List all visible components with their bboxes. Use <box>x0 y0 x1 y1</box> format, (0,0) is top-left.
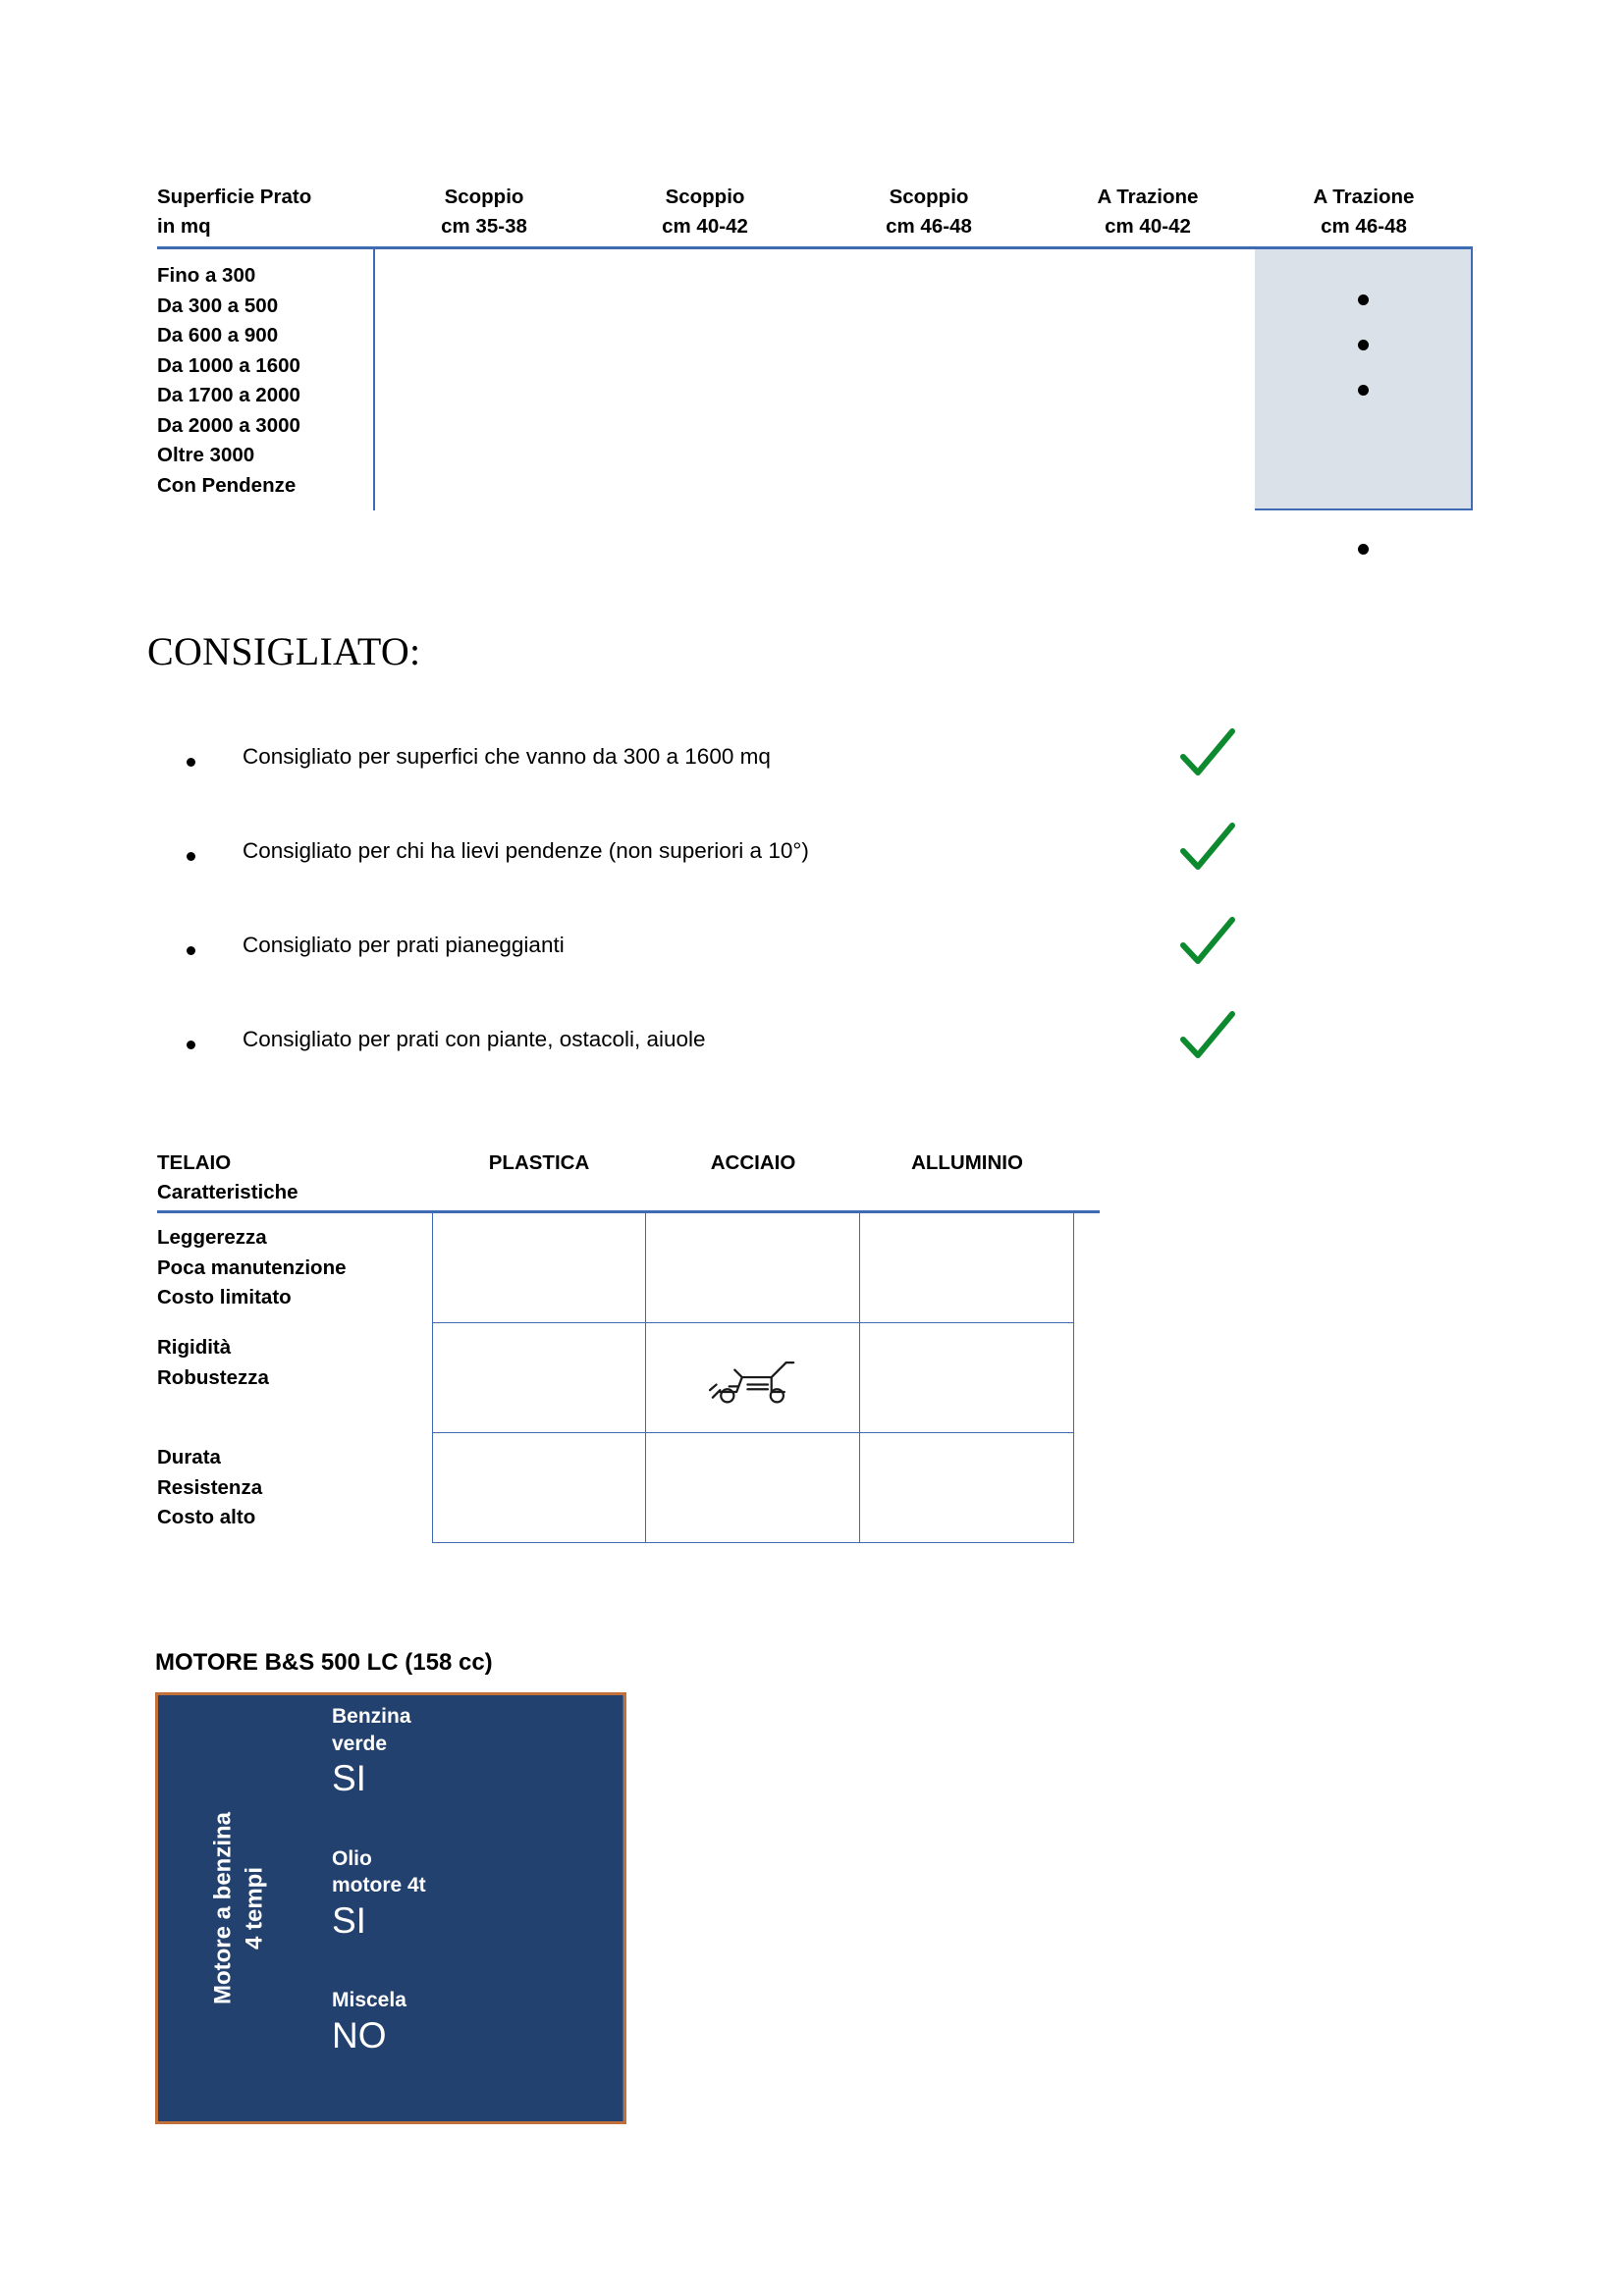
motore-side-label-line2: 4 tempi <box>241 1866 268 1950</box>
table-row: Da 1000 a 1600 <box>157 353 300 377</box>
motore-item-label <box>332 1695 623 1757</box>
motore-item-label-line1: Olio <box>332 1846 372 1870</box>
motore-item-label-line1: Miscela <box>332 1989 406 2012</box>
table2-cell-alluminio <box>860 1213 1074 1323</box>
consigliato-list <box>187 741 1296 1118</box>
table2-header-line2: Caratteristiche <box>157 1180 298 1203</box>
bullet-icon <box>187 1041 195 1049</box>
consigliato-heading: CONSIGLIATO: <box>147 629 421 673</box>
table2-row-label <box>157 1213 432 1323</box>
table1-header-line1: Scoppio <box>665 186 745 208</box>
table1-column-scoppio-46-48 <box>817 249 1041 510</box>
table-row <box>157 1323 1100 1433</box>
motore-item-label <box>332 1838 623 1899</box>
motore-panel <box>155 1692 626 2124</box>
table2-row-label-line: Resistenza <box>157 1475 263 1499</box>
table2-header-line1: ACCIAIO <box>710 1151 796 1174</box>
table2-cell-plastica <box>432 1323 646 1433</box>
check-icon <box>1178 822 1237 881</box>
table1-header-row <box>157 183 1473 246</box>
table1-header-cell-3 <box>817 183 1041 246</box>
table1-header-line1: A Trazione <box>1313 186 1415 208</box>
bullet-icon <box>187 758 195 767</box>
table2-row-label <box>157 1323 432 1433</box>
list-item <box>187 1024 1296 1118</box>
check-icon <box>1178 727 1237 786</box>
list-item <box>187 835 1296 930</box>
table2-cell-acciaio <box>646 1213 860 1323</box>
table-row <box>157 1213 1100 1323</box>
list-item-label: Consigliato per chi ha lievi pendenze (non superiori a 10°) <box>243 838 809 863</box>
table2-row-label-line: Leggerezza <box>157 1226 267 1250</box>
check-icon <box>1178 916 1237 975</box>
motore-side-label <box>158 1695 320 2121</box>
table2-cell-alluminio <box>860 1433 1074 1543</box>
table2-row-label-line: Rigidità <box>157 1336 232 1360</box>
table1-header-line2: in mq <box>157 214 211 238</box>
superficie-prato-table <box>157 183 1473 510</box>
table-row: Da 1700 a 2000 <box>157 384 300 407</box>
table2-header-cell-alluminio <box>860 1148 1074 1182</box>
table2-row-label-line: Costo limitato <box>157 1285 292 1308</box>
bullet-icon <box>187 852 195 861</box>
table1-mark-dot <box>1358 294 1369 305</box>
table1-header-line1: A Trazione <box>1097 186 1199 208</box>
table-row: Con Pendenze <box>157 473 297 497</box>
list-item-label: Consigliato per prati con piante, ostacoli, aiuole <box>243 1027 706 1051</box>
table1-header-line2: cm 40-42 <box>662 214 748 238</box>
table2-header-cell-plastica <box>432 1148 646 1182</box>
table2-row-label-line: Poca manutenzione <box>157 1255 347 1279</box>
motore-item-miscela <box>320 1979 623 2121</box>
table-row: Oltre 3000 <box>157 444 255 467</box>
motore-item-value: SI <box>332 1758 366 1799</box>
table-row: Da 300 a 500 <box>157 294 279 317</box>
motore-item-value: NO <box>332 2015 387 2056</box>
table2-header-line1: ALLUMINIO <box>911 1151 1023 1174</box>
lawn-mower-icon <box>707 1350 799 1407</box>
table1-column-trazione-46-48 <box>1255 249 1473 510</box>
table2-header-line1: PLASTICA <box>488 1151 590 1174</box>
motore-item-label <box>332 1979 623 2014</box>
table2-cell-acciaio <box>646 1433 860 1543</box>
table2-header-cell-0 <box>157 1148 432 1210</box>
check-icon <box>1178 1010 1237 1069</box>
table1-header-line2: cm 46-48 <box>886 214 972 238</box>
motore-item-label-line1: Benzina <box>332 1705 411 1728</box>
telaio-table <box>157 1148 1100 1543</box>
table1-header-cell-1 <box>375 183 593 246</box>
table2-header-line1: TELAIO <box>157 1151 232 1174</box>
motore-item-label-line2: verde <box>332 1732 388 1755</box>
table1-header-line2: cm 46-48 <box>1321 214 1407 238</box>
table-row: Da 600 a 900 <box>157 324 279 347</box>
table2-header-cell-acciaio <box>646 1148 860 1182</box>
table1-body <box>157 246 1473 510</box>
motore-side-label-line1: Motore a benzina <box>209 1811 237 2005</box>
motore-item-value: SI <box>332 1900 366 1942</box>
table1-header-cell-0 <box>157 183 375 246</box>
table2-row-label <box>157 1433 432 1543</box>
table1-header-line1: Scoppio <box>889 186 969 208</box>
bullet-icon <box>187 946 195 955</box>
table2-row-label-line: Costo alto <box>157 1505 256 1528</box>
motore-item-benzina-verde <box>320 1695 623 1838</box>
table-row <box>157 1433 1100 1543</box>
table2-body <box>157 1210 1100 1543</box>
motore-side-label-text <box>207 1812 271 2004</box>
table1-column-scoppio-35-38 <box>375 249 593 510</box>
table1-header-cell-4 <box>1041 183 1255 246</box>
table2-cell-plastica <box>432 1433 646 1543</box>
motore-items <box>320 1695 623 2121</box>
table1-header-cell-5 <box>1255 183 1473 246</box>
table1-column-trazione-40-42 <box>1041 249 1255 510</box>
table-row: Da 2000 a 3000 <box>157 413 300 437</box>
table1-mark-dot <box>1358 544 1369 555</box>
table1-row-labels <box>157 249 375 510</box>
table2-row-label-line: Robustezza <box>157 1365 269 1389</box>
table1-mark-dot <box>1358 340 1369 350</box>
list-item <box>187 741 1296 835</box>
table1-column-scoppio-40-42 <box>593 249 817 510</box>
table1-header-line1: Scoppio <box>444 186 524 208</box>
motore-item-olio-motore <box>320 1838 623 1980</box>
table2-cell-alluminio <box>860 1323 1074 1433</box>
table1-mark-dot <box>1358 385 1369 396</box>
table1-header-line1: Superficie Prato <box>157 186 312 208</box>
list-item-label: Consigliato per superfici che vanno da 300 a 1600 mq <box>243 744 771 769</box>
list-item-label: Consigliato per prati pianeggianti <box>243 933 565 957</box>
table2-header-row <box>157 1148 1100 1210</box>
table1-header-line2: cm 40-42 <box>1105 214 1191 238</box>
table2-cell-acciaio <box>646 1323 860 1433</box>
motore-heading: MOTORE B&S 500 LC (158 cc) <box>155 1649 493 1676</box>
motore-item-label-line2: motore 4t <box>332 1874 426 1897</box>
table2-cell-plastica <box>432 1213 646 1323</box>
table2-row-label-line: Durata <box>157 1446 221 1469</box>
table-row: Fino a 300 <box>157 264 256 288</box>
table1-header-cell-2 <box>593 183 817 246</box>
list-item <box>187 930 1296 1024</box>
table1-header-line2: cm 35-38 <box>441 214 527 238</box>
